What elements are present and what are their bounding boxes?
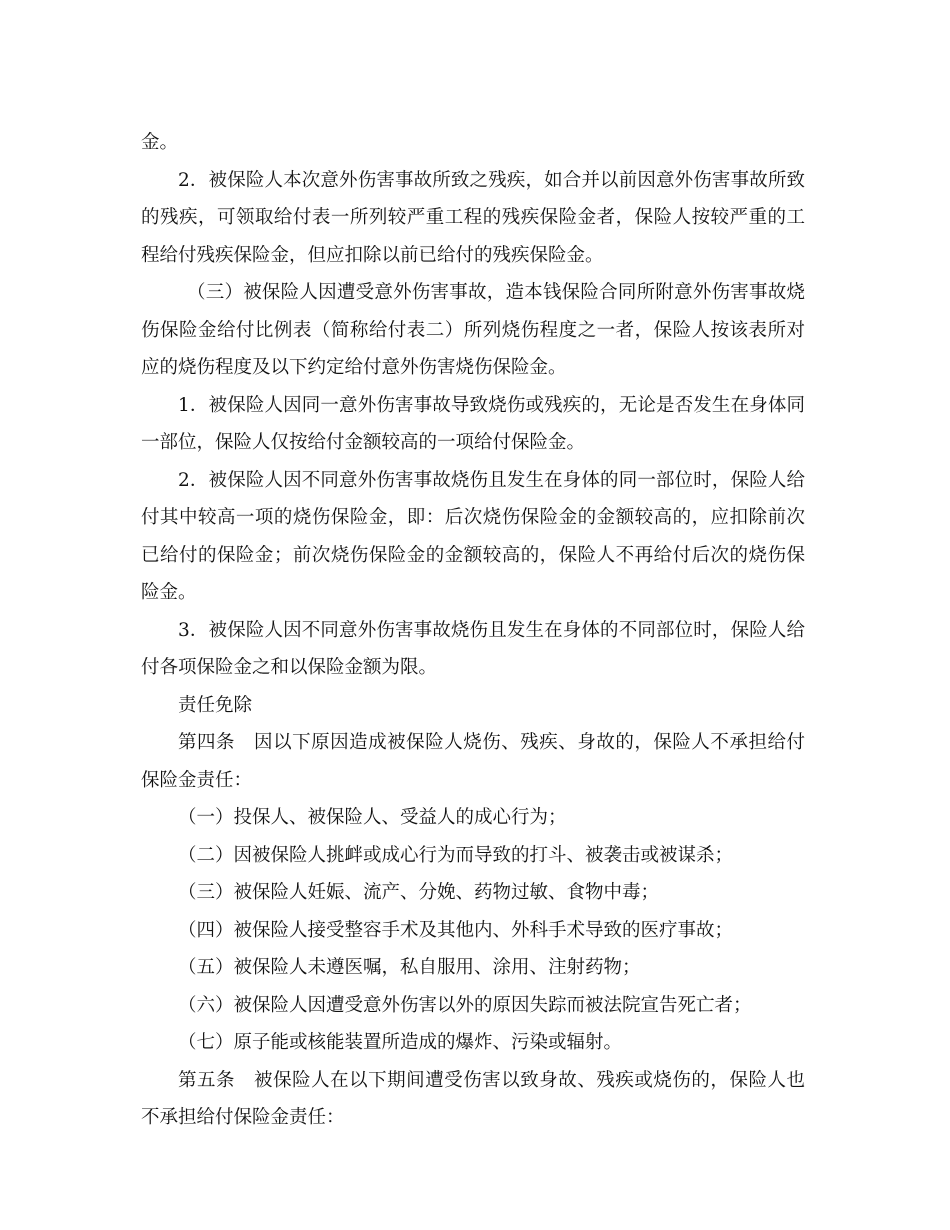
paragraph-item-2-disability: 2．被保险人本次意外伤害事故所致之残疾，如合并以前因意外伤害事故所致的残疾，可领取给付表一所列较严重工程的残疾保险金者，保险人按较严重的工程给付残疾保险金，但应扣除以前已给付的残疾保险金。: [141, 169, 805, 266]
paragraph-burn-item-2: 2．被保险人因不同意外伤害事故烧伤且发生在身体的同一部位时，保险人给付其中较高一项的烧伤保险金，即：后次烧伤保险金的金额较高的，应扣除前次已给付的保险金；前次烧伤保险金的金额较高的，保险人不再给付后次的烧伤保险金。: [141, 469, 805, 603]
paragraph-article-4: 第四条 因以下原因造成被保险人烧伤、残疾、身故的，保险人不承担给付保险金责任：: [141, 732, 805, 791]
paragraph-article-5: 第五条 被保险人在以下期间遭受伤害以致身故、残疾或烧伤的，保险人也不承担给付保险金责任：: [141, 1069, 805, 1128]
document-body: [141, 124, 805, 1137]
paragraph-continuation: 金。: [141, 132, 179, 153]
paragraph-burn-item-1: 1．被保险人因同一意外伤害事故导致烧伤或残疾的，无论是否发生在身体同一部位，保险人仅按给付金额较高的一项给付保险金。: [141, 394, 805, 453]
section-heading-exclusions: 责任免除: [178, 694, 253, 716]
exclusion-item-4: （四）被保险人接受整容手术及其他内、外科手术导致的医疗事故；: [178, 919, 734, 941]
exclusion-item-2: （二）因被保险人挑衅或成心行为而导致的打斗、被袭击或被谋杀；: [178, 844, 734, 866]
paragraph-section-3-burn: （三）被保险人因遭受意外伤害事故，造本钱保险合同所附意外伤害事故烧伤保险金给付比例表（简称给付表二）所列烧伤程度之一者，保险人按该表所对应的烧伤程度及以下约定给付意外伤害烧伤保险金。: [141, 282, 805, 378]
exclusion-item-5: （五）被保险人未遵医嘱，私自服用、涂用、注射药物；: [178, 957, 641, 978]
exclusion-item-6: （六）被保险人因遭受意外伤害以外的原因失踪而被法院宣告死亡者；: [178, 994, 752, 1016]
exclusion-item-7: （七）原子能或核能装置所造成的爆炸、污染或辐射。: [178, 1032, 623, 1053]
paragraph-burn-item-3: 3．被保险人因不同意外伤害事故烧伤且发生在身体的不同部位时，保险人给付各项保险金之和以保险金额为限。: [141, 619, 805, 678]
exclusion-item-1: （一）投保人、被保险人、受益人的成心行为；: [178, 807, 567, 828]
exclusion-item-3: （三）被保险人妊娠、流产、分娩、药物过敏、食物中毒；: [178, 882, 660, 903]
